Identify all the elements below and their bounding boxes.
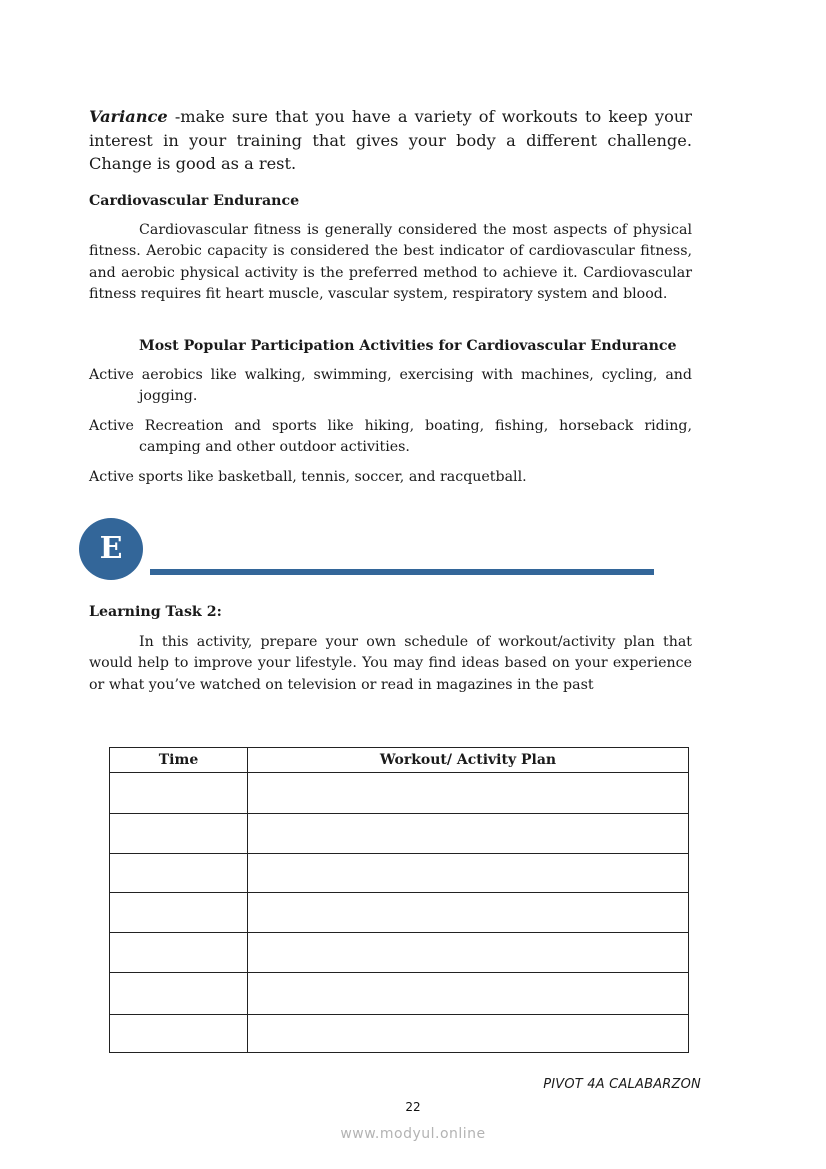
page-number: 22 [405,1100,421,1114]
watermark-link: www.modyul.online [340,1126,486,1142]
time-cell[interactable] [110,854,248,893]
table-row [110,933,689,973]
plan-cell[interactable] [248,814,689,854]
plan-cell[interactable] [248,1015,689,1053]
time-cell[interactable] [110,814,248,854]
cardio-paragraph: Cardiovascular fitness is generally considered the most aspects of physical fitness. Aerobic capacity is considered the best indicator of cardiovascular fitness, and aerobic physical activity is the preferred method to achieve it. Cardiovascular fitness requires fit heart muscle, vascular system, respiratory system and blood. [89,222,692,302]
cardio-heading: Cardiovascular Endurance [89,193,300,209]
header-time: Time [110,748,248,773]
header-workout-plan: Workout/ Activity Plan [248,748,689,773]
workout-plan-table [109,747,689,1053]
table-row [110,814,689,854]
table-row [110,1015,689,1053]
time-cell[interactable] [110,1015,248,1053]
table-row [110,973,689,1015]
activity-item-2: Active Recreation and sports like hiking, boating, fishing, horseback riding, camping and other outdoor activities. [89,418,692,456]
activity-item-1: Active aerobics like walking, swimming, exercising with machines, cycling, and jogging. [89,367,692,405]
time-cell[interactable] [110,973,248,1015]
variance-term: Variance [89,107,168,126]
table-row [110,893,689,933]
table-row [110,854,689,893]
table-header-row [110,748,689,773]
time-cell[interactable] [110,893,248,933]
plan-cell[interactable] [248,973,689,1015]
variance-text: -make sure that you have a variety of workouts to keep your interest in your training that gives your body a different challenge. Change is good as a rest. [89,107,692,173]
time-cell[interactable] [110,773,248,814]
task-instructions: In this activity, prepare your own schedule of workout/activity plan that would help to improve your lifestyle. You may find ideas based on your experience or what you’ve watched on television or read in magazines in the past [89,634,692,693]
variance-paragraph [89,105,692,176]
footer-brand: PIVOT 4A CALABARZON [543,1077,701,1092]
time-cell[interactable] [110,933,248,973]
table-row [110,773,689,814]
plan-cell[interactable] [248,773,689,814]
activities-heading: Most Popular Participation Activities for Cardiovascular Endurance [139,338,677,354]
task-title: Learning Task 2: [89,604,222,620]
plan-cell[interactable] [248,893,689,933]
plan-cell[interactable] [248,933,689,973]
section-e-badge: E [79,518,143,580]
activity-item-3: Active sports like basketball, tennis, soccer, and racquetball. [89,469,527,485]
plan-cell[interactable] [248,854,689,893]
section-divider-line [150,569,654,575]
